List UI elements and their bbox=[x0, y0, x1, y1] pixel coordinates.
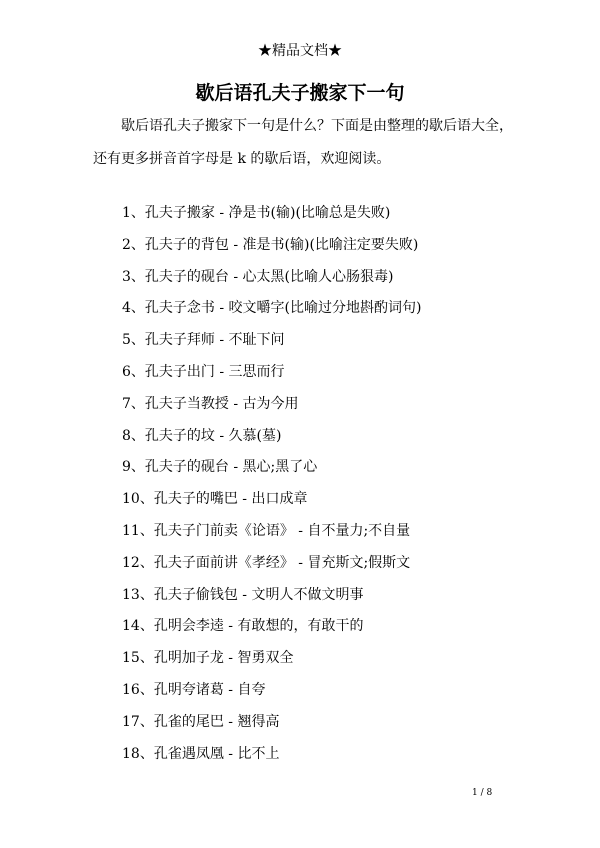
list-item: 7、孔夫子当教授 - 古为今用 bbox=[122, 395, 299, 412]
document-header: ★精品文档★ bbox=[258, 43, 342, 59]
list-item: 11、孔夫子门前卖《论语》 - 自不量力;不自量 bbox=[122, 522, 411, 539]
list-item: 17、孔雀的尾巴 - 翘得高 bbox=[122, 713, 280, 730]
list-item: 12、孔夫子面前讲《孝经》 - 冒充斯文;假斯文 bbox=[122, 554, 411, 571]
list-item: 3、孔夫子的砚台 - 心太黑(比喻人心肠狠毒) bbox=[122, 268, 394, 285]
list-item: 9、孔夫子的砚台 - 黑心;黑了心 bbox=[122, 459, 318, 476]
intro-paragraph: 歇后语孔夫子搬家下一句是什么？下面是由整理的歇后语大全，还有更多拼音首字母是 k 的歇后语，欢迎阅读。 bbox=[93, 118, 513, 167]
list-item: 15、孔明加子龙 - 智勇双全 bbox=[122, 650, 294, 667]
list-item: 14、孔明会李逵 - 有敢想的，有敢干的 bbox=[122, 618, 364, 635]
list-item: 16、孔明夸诸葛 - 自夸 bbox=[122, 681, 266, 698]
document-title: 歇后语孔夫子搬家下一句 bbox=[195, 82, 405, 104]
list-item: 5、孔夫子拜师 - 不耻下问 bbox=[122, 332, 285, 349]
list-item: 1、孔夫子搬家 - 净是书(输)(比喻总是失败) bbox=[122, 205, 391, 221]
list-item: 4、孔夫子念书 - 咬文嚼字(比喻过分地斟酌词句) bbox=[122, 300, 422, 317]
list-item: 10、孔夫子的嘴巴 - 出口成章 bbox=[122, 491, 308, 508]
list-item: 6、孔夫子出门 - 三思而行 bbox=[122, 363, 285, 380]
page-number: 1 / 8 bbox=[472, 788, 493, 798]
list-item: 18、孔雀遇凤凰 - 比不上 bbox=[122, 745, 280, 762]
list-item: 2、孔夫子的背包 - 准是书(输)(比喻注定要失败) bbox=[122, 236, 419, 253]
idiom-list bbox=[122, 198, 542, 770]
list-item: 13、孔夫子偷钱包 - 文明人不做文明事 bbox=[122, 586, 364, 603]
list-item: 8、孔夫子的坟 - 久慕(墓) bbox=[122, 427, 282, 444]
